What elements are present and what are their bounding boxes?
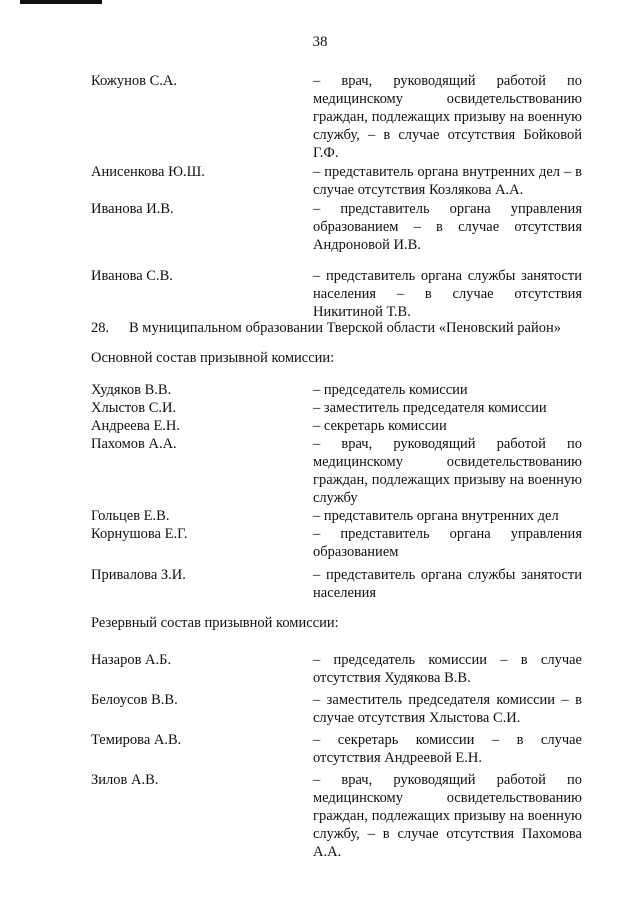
member-role: – председатель комиссии – в случае отсутствия Худякова В.В.	[313, 652, 582, 686]
member-name: Иванова С.В.	[91, 268, 173, 284]
member-name: Корнушова Е.Г.	[91, 526, 188, 542]
member-role: – заместитель председателя комиссии – в случае отсутствия Хлыстова С.И.	[313, 692, 582, 726]
member-name: Андреева Е.Н.	[91, 418, 181, 434]
member-name: Темирова А.В.	[91, 732, 182, 748]
section-title: В муниципальном образовании Тверской области «Пеновский район»	[129, 320, 561, 336]
member-role: – представитель органа службы занятости населения – в случае отсутствия Никитиной Т.В.	[313, 268, 582, 320]
member-name: Худяков В.В.	[91, 382, 172, 398]
member-name: Привалова З.И.	[91, 567, 186, 583]
section-heading	[91, 319, 561, 337]
commission-entry	[0, 651, 640, 687]
reserve-entry-list	[0, 651, 640, 861]
commission-entry	[0, 200, 640, 254]
commission-entry	[0, 163, 640, 199]
member-name: Белоусов В.В.	[91, 692, 178, 708]
member-role: – врач, руководящий работой по медицинскому освидетельствованию граждан, подлежащих призыву на военную службу	[313, 436, 582, 506]
member-role: – председатель комиссии	[313, 382, 468, 398]
commission-entry	[0, 507, 640, 525]
commission-entry	[0, 417, 640, 435]
reserve-composition-heading: Резервный состав призывной комиссии:	[91, 615, 339, 631]
commission-entry	[0, 771, 640, 861]
commission-entry	[0, 399, 640, 417]
top-edge-rule	[20, 0, 102, 4]
member-role: – врач, руководящий работой по медицинскому освидетельствованию граждан, подлежащих призыву на военную службу, – в случае отсутствия Бойковой Г.Ф.	[313, 73, 582, 161]
intro-entry-list	[0, 72, 640, 321]
commission-entry	[0, 525, 640, 561]
member-name: Гольцев Е.В.	[91, 508, 170, 524]
commission-entry	[0, 731, 640, 767]
member-role: – представитель органа управления образованием	[313, 526, 582, 560]
member-name: Пахомов А.А.	[91, 436, 177, 452]
main-composition-heading: Основной состав призывной комиссии:	[91, 350, 335, 366]
member-role: – представитель органа службы занятости населения	[313, 567, 582, 601]
member-name: Кожунов С.А.	[91, 73, 177, 89]
member-role: – представитель органа внутренних дел – в случае отсутствия Козлякова А.А.	[313, 164, 582, 198]
member-name: Иванова И.В.	[91, 201, 174, 217]
commission-entry	[0, 72, 640, 162]
commission-entry	[0, 566, 640, 602]
member-role: – представитель органа внутренних дел	[313, 508, 559, 524]
member-role: – представитель органа управления образованием – в случае отсутствия Андроновой И.В.	[313, 201, 582, 253]
member-name: Анисенкова Ю.Ш.	[91, 164, 205, 180]
commission-entry	[0, 267, 640, 321]
member-role: – заместитель председателя комиссии	[313, 400, 547, 416]
commission-entry	[0, 691, 640, 727]
member-name: Назаров А.Б.	[91, 652, 172, 668]
member-name: Зилов А.В.	[91, 772, 159, 788]
member-name: Хлыстов С.И.	[91, 400, 177, 416]
section-number: 28.	[91, 320, 110, 336]
member-role: – врач, руководящий работой по медицинскому освидетельствованию граждан, подлежащих призыву на военную службу, – в случае отсутствия Пахомова А.А.	[313, 772, 582, 860]
commission-entry	[0, 435, 640, 507]
page-number: 38	[312, 34, 328, 50]
member-role: – секретарь комиссии – в случае отсутствия Андреевой Е.Н.	[313, 732, 582, 766]
member-role: – секретарь комиссии	[313, 418, 447, 434]
commission-entry	[0, 381, 640, 399]
main-entry-list	[0, 381, 640, 602]
